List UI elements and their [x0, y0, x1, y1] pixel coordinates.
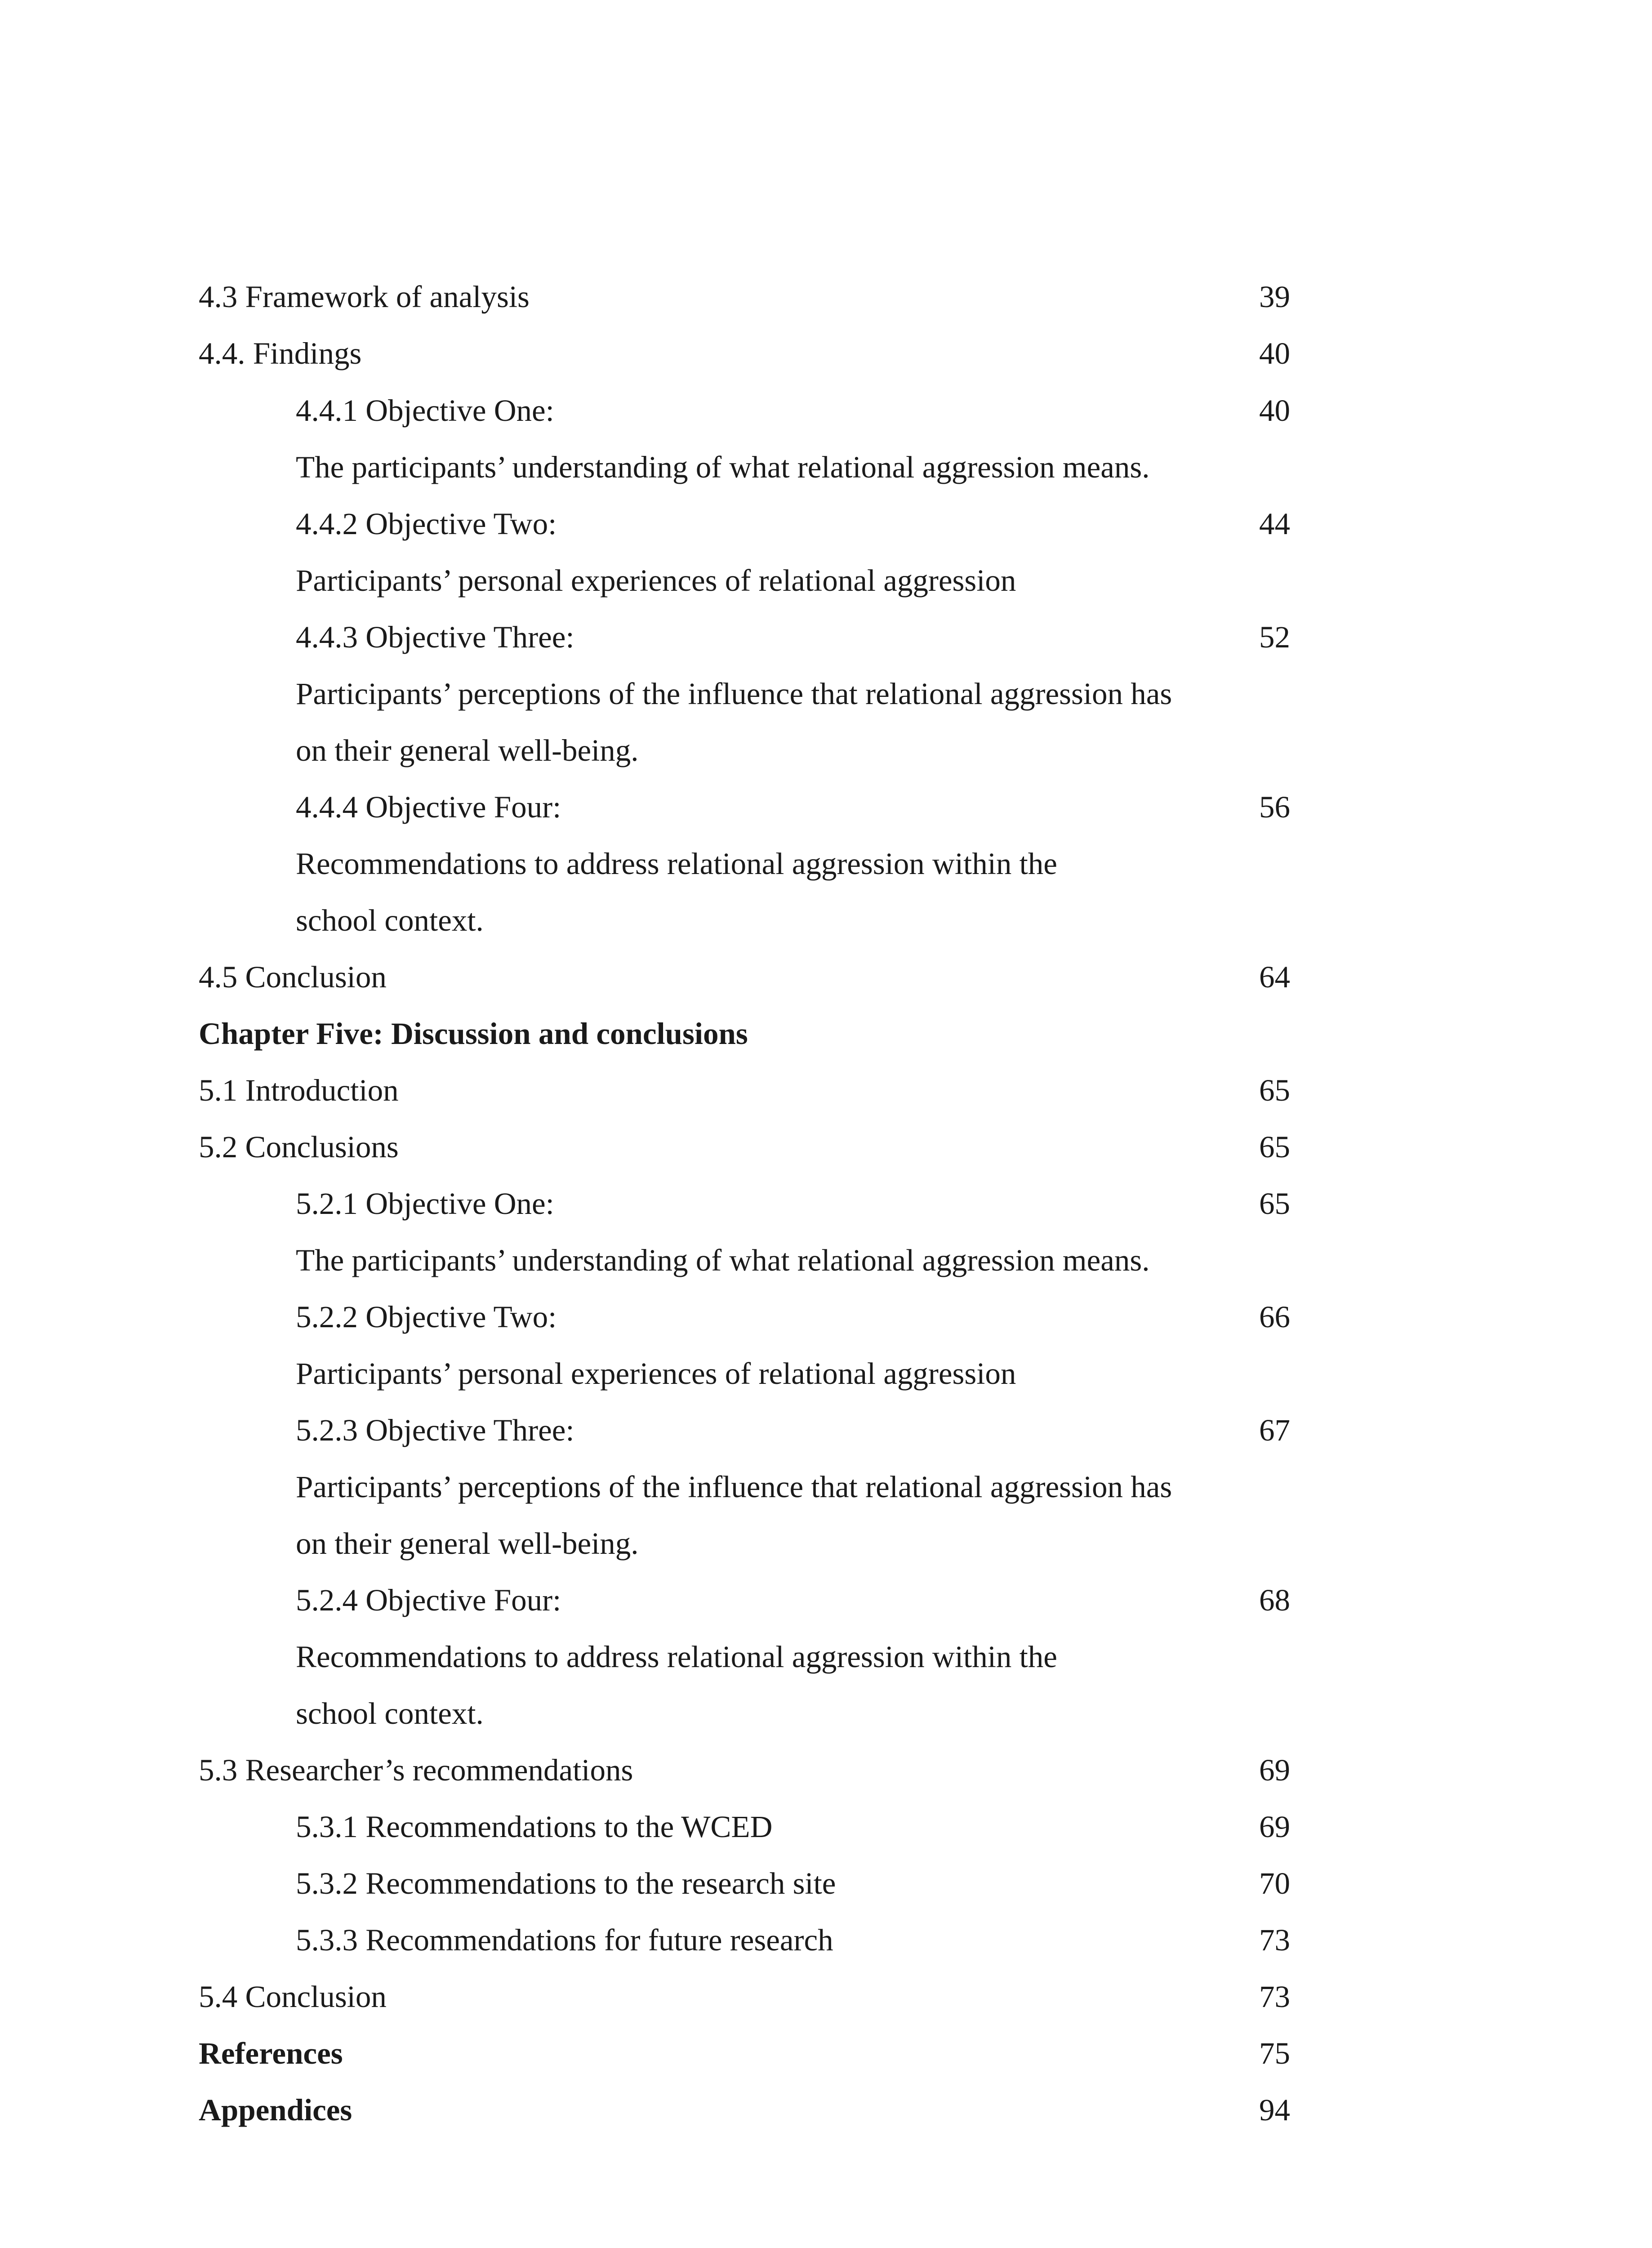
toc-entry-text: 5.2.1 Objective One:	[296, 1186, 554, 1221]
toc-entry-page: 44	[1259, 507, 1290, 541]
toc-entry-continuation	[0, 1515, 1652, 1572]
toc-entry-page: 52	[1259, 620, 1290, 654]
toc-entry-page: 65	[1259, 1186, 1290, 1221]
toc-entry-page: 70	[1259, 1866, 1290, 1900]
toc-chapter-heading	[0, 1005, 1652, 1062]
toc-entry-page: 69	[1259, 1753, 1290, 1787]
toc-entry-5-3	[0, 1742, 1652, 1798]
toc-entry-text: Participants’ perceptions of the influence that relational aggression has	[296, 1470, 1172, 1504]
toc-entry-text: 5.3 Researcher’s recommendations	[199, 1753, 633, 1787]
toc-entry-5-2-2	[0, 1289, 1652, 1345]
toc-entry-text: Recommendations to address relational aggression within the	[296, 1640, 1057, 1674]
toc-entry-5-2-4	[0, 1572, 1652, 1628]
toc-entry-5-4	[0, 1968, 1652, 2025]
toc-entry-text: 5.3.3 Recommendations for future research	[296, 1923, 833, 1957]
toc-entry-page: 66	[1259, 1300, 1290, 1334]
toc-entry-text: 5.2 Conclusions	[199, 1130, 399, 1164]
toc-entry-text: 4.5 Conclusion	[199, 960, 387, 994]
toc-entry-page: 64	[1259, 960, 1290, 994]
toc-entry-text: 5.2.4 Objective Four:	[296, 1583, 561, 1617]
toc-entry-text: 4.3 Framework of analysis	[199, 280, 530, 314]
toc-entry-page: 67	[1259, 1413, 1290, 1447]
toc-entry-4-5	[0, 949, 1652, 1005]
toc-entry-text: on their general well-being.	[296, 733, 639, 767]
toc-entry-4-4	[0, 325, 1652, 382]
toc-entry-text: 5.3.1 Recommendations to the WCED	[296, 1810, 773, 1844]
toc-entry-page: 39	[1259, 280, 1290, 314]
toc-entry-4-4-4	[0, 779, 1652, 835]
toc-entry-text: 4.4.4 Objective Four:	[296, 790, 561, 824]
toc-entry-text: school context.	[296, 1696, 484, 1731]
toc-entry-continuation	[0, 552, 1652, 609]
toc-entry-4-4-2	[0, 495, 1652, 552]
toc-entry-5-1	[0, 1062, 1652, 1119]
toc-entry-5-3-3	[0, 1912, 1652, 1968]
toc-entry-text: Participants’ personal experiences of relational aggression	[296, 563, 1016, 598]
toc-entry-text: Chapter Five: Discussion and conclusions	[199, 1017, 748, 1051]
toc-entry-text: Participants’ personal experiences of relational aggression	[296, 1356, 1016, 1391]
toc-entry-page: 40	[1259, 336, 1290, 370]
toc-entry-continuation	[0, 835, 1652, 892]
toc-entry-5-2-1	[0, 1175, 1652, 1232]
toc-entry-references	[0, 2025, 1652, 2082]
toc-entry-page: 65	[1259, 1130, 1290, 1164]
toc-entry-continuation	[0, 665, 1652, 722]
toc-entry-text: 5.3.2 Recommendations to the research site	[296, 1866, 836, 1900]
toc-entry-text: 5.2.2 Objective Two:	[296, 1300, 557, 1334]
toc-entry-text: on their general well-being.	[296, 1526, 639, 1561]
toc-entry-continuation	[0, 1459, 1652, 1515]
toc-entry-5-3-1	[0, 1798, 1652, 1855]
toc-entry-page: 75	[1259, 2036, 1290, 2070]
toc-entry-text: 5.4 Conclusion	[199, 1980, 387, 2014]
toc-entry-text: The participants’ understanding of what relational aggression means.	[296, 450, 1150, 484]
toc-entry-page: 68	[1259, 1583, 1290, 1617]
toc-entry-4-4-1	[0, 382, 1652, 439]
toc-entry-page: 40	[1259, 393, 1290, 428]
toc-entry-text: 4.4.3 Objective Three:	[296, 620, 574, 654]
toc-entry-4-4-3	[0, 609, 1652, 665]
toc-entry-page: 69	[1259, 1810, 1290, 1844]
toc-entry-text: References	[199, 2036, 343, 2070]
toc-entry-continuation	[0, 892, 1652, 949]
toc-entry-continuation	[0, 439, 1652, 495]
toc-entry-continuation	[0, 1628, 1652, 1685]
toc-entry-appendices	[0, 2082, 1652, 2138]
toc-entry-text: 4.4. Findings	[199, 336, 362, 370]
toc-entry-page: 73	[1259, 1980, 1290, 2014]
toc-entry-page: 94	[1259, 2093, 1290, 2127]
toc-entry-text: 5.2.3 Objective Three:	[296, 1413, 574, 1447]
toc-entry-text: The participants’ understanding of what relational aggression means.	[296, 1243, 1150, 1277]
toc-entry-continuation	[0, 1345, 1652, 1402]
toc-entry-text: Participants’ perceptions of the influence that relational aggression has	[296, 677, 1172, 711]
toc-entry-continuation	[0, 722, 1652, 779]
toc-entry-text: 4.4.2 Objective Two:	[296, 507, 557, 541]
toc-entry-page: 65	[1259, 1073, 1290, 1107]
toc-entry-5-2	[0, 1119, 1652, 1175]
toc-entry-text: school context.	[296, 903, 484, 937]
toc-entry-page: 73	[1259, 1923, 1290, 1957]
toc-entry-continuation	[0, 1232, 1652, 1289]
toc-entry-text: Recommendations to address relational aggression within the	[296, 847, 1057, 881]
toc-entry-text: 4.4.1 Objective One:	[296, 393, 554, 428]
toc-entry-page: 56	[1259, 790, 1290, 824]
toc-entry-4-3	[0, 268, 1652, 325]
toc-entry-text: Appendices	[199, 2093, 352, 2127]
toc-entry-5-3-2	[0, 1855, 1652, 1912]
toc-entry-text: 5.1 Introduction	[199, 1073, 399, 1107]
toc-entry-continuation	[0, 1685, 1652, 1742]
toc-entry-5-2-3	[0, 1402, 1652, 1459]
